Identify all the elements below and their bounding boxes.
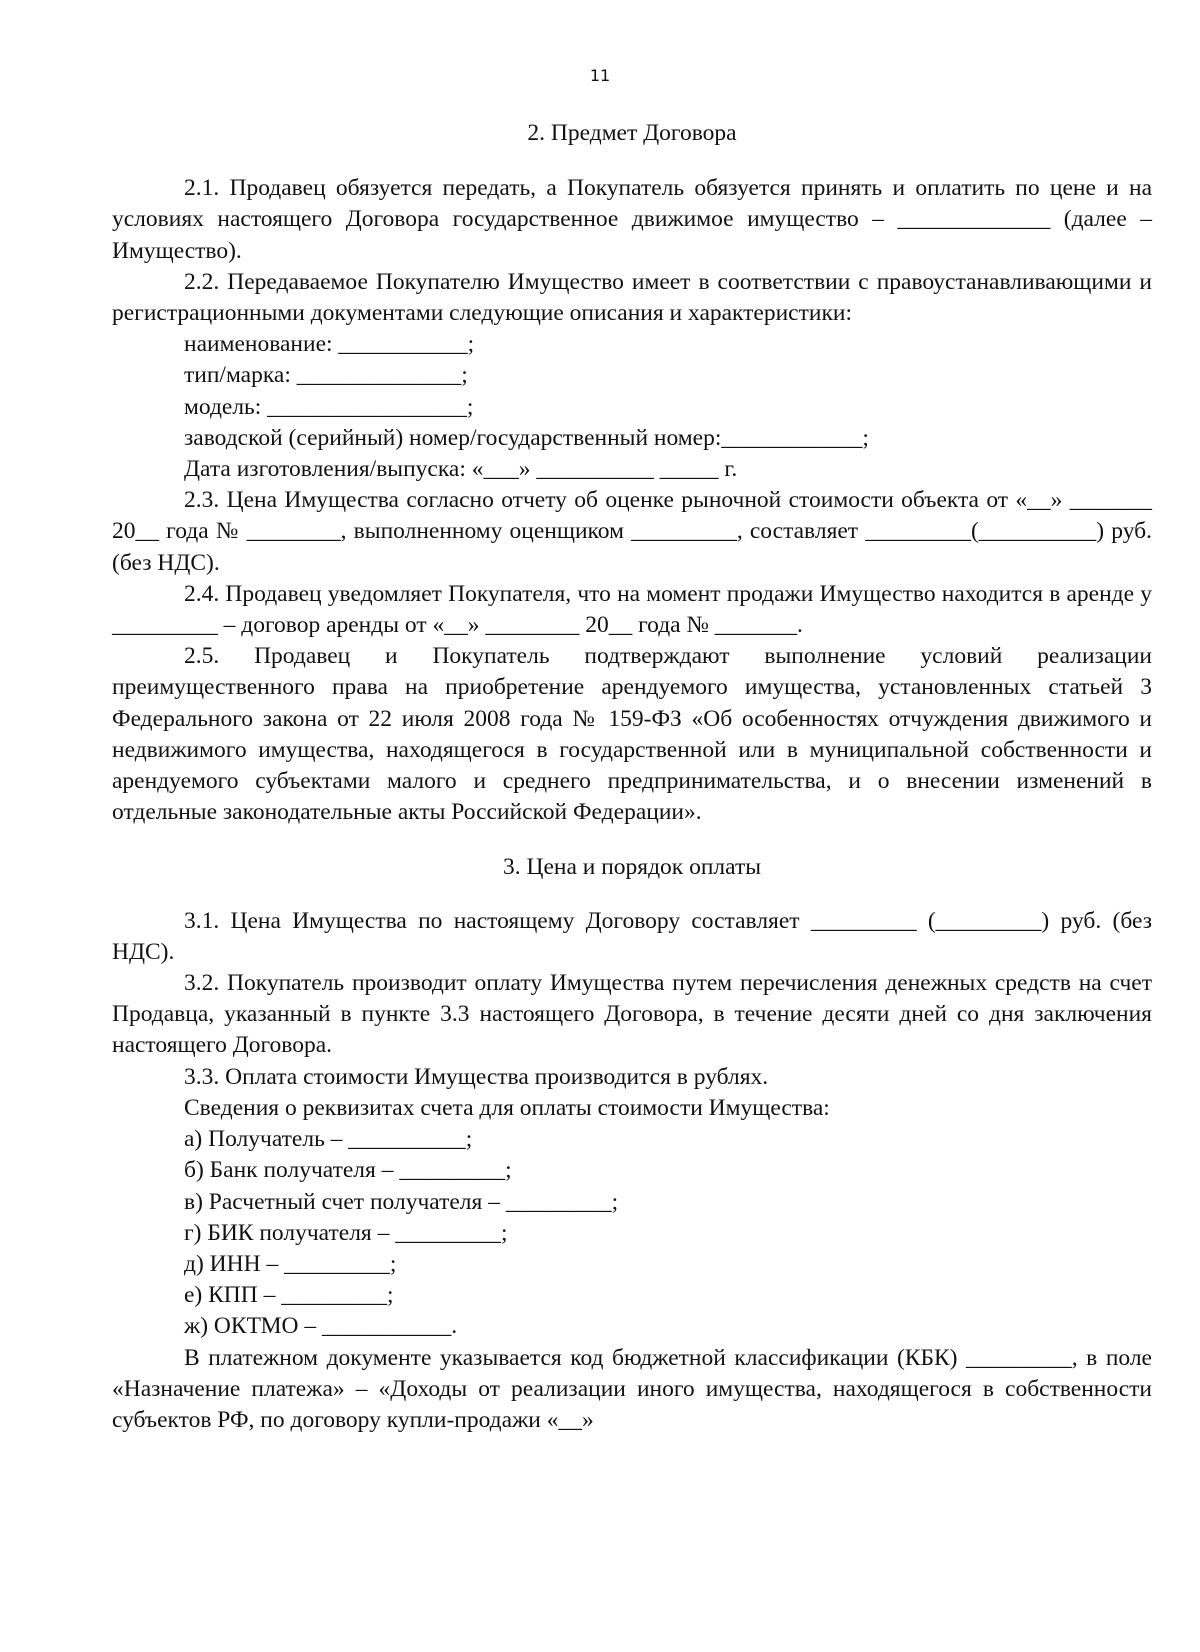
requisite-item: д) ИНН – _________; bbox=[184, 1250, 397, 1277]
requisite-item: ж) ОКТМО – ___________. bbox=[184, 1313, 458, 1340]
clause-3-2: 3.2. Покупатель производит оплату Имущества путем перечисления денежных средств на счет Продавца, указанный в пункте 3.3 настоящего Договора, в течение десяти дней со дня заключения настоящего Договора. bbox=[112, 970, 1152, 1059]
requisites-title: Сведения о реквизитах счета для оплаты стоимости Имущества: bbox=[184, 1094, 830, 1121]
section-3-title: 3. Цена и порядок оплаты bbox=[502, 854, 762, 881]
requisite-item: в) Расчетный счет получателя – _________; bbox=[184, 1188, 619, 1215]
property-item: наименование: ___________; bbox=[184, 331, 475, 358]
clause-2-2: 2.2. Передаваемое Покупателю Имущество имеет в соответствии с правоустанавливающими и регистрационными документами следующие описания и характеристики: bbox=[112, 268, 1152, 327]
property-item: модель: _________________; bbox=[184, 393, 474, 420]
clause-2-4: 2.4. Продавец уведомляет Покупателя, что на момент продажи Имущество находится в аренде у _________ – договор аренды от «__» ________ 20__ года № _______. bbox=[112, 580, 1152, 639]
requisite-item: а) Получатель – __________; bbox=[184, 1126, 473, 1153]
property-item: тип/марка: ______________; bbox=[184, 362, 468, 389]
clause-3-3: 3.3. Оплата стоимости Имущества производится в рублях. bbox=[184, 1063, 769, 1090]
document-body bbox=[112, 118, 1152, 1436]
page-number: 11 bbox=[589, 66, 611, 85]
property-item: Дата изготовления/выпуска: «___» __________ _____ г. bbox=[184, 456, 738, 483]
clause-3-1: 3.1. Цена Имущества по настоящему Договору составляет _________ (_________) руб. (без НДС). bbox=[112, 907, 1152, 965]
section-2-title: 2. Предмет Договора bbox=[527, 120, 737, 146]
clause-kbk: В платежном документе указывается код бюджетной классификации (КБК) _________, в поле «Назначение платежа» – «Доходы от реализации иного имущества, находящегося в собственности субъектов РФ, по договору купли-продажи «__» bbox=[112, 1344, 1152, 1433]
clause-2-3: 2.3. Цена Имущества согласно отчету об оценке рыночной стоимости объекта от «__» _______ 20__ года № ________, выполненному оценщиком _________, составляет _________(__________) руб. (без НДС). bbox=[112, 487, 1152, 576]
requisite-item: г) БИК получателя – _________; bbox=[184, 1219, 508, 1246]
clause-2-1: 2.1. Продавец обязуется передать, а Покупатель обязуется принять и оплатить по цене и на условиях настоящего Договора государственное движимое имущество – _____________ (далее – Имущество). bbox=[112, 175, 1152, 264]
requisite-item: б) Банк получателя – _________; bbox=[184, 1157, 512, 1184]
property-item: заводской (серийный) номер/государственный номер:____________; bbox=[184, 424, 869, 451]
requisite-item: е) КПП – _________; bbox=[184, 1282, 394, 1309]
clause-2-5: 2.5. Продавец и Покупатель подтверждают выполнение условий реализации преимущественного права на приобретение арендуемого имущества, установленных статьей 3 Федерального закона от 22 июля 2008 года № 159-ФЗ «Об особенностях отчуждения движимого и недвижимого имущества, находящегося в государственной или в муниципальной собственности и арендуемого субъектами малого и среднего предпринимательства, и о внесении изменений в отдельные законодательные акты Российской Федерации». bbox=[112, 643, 1152, 826]
